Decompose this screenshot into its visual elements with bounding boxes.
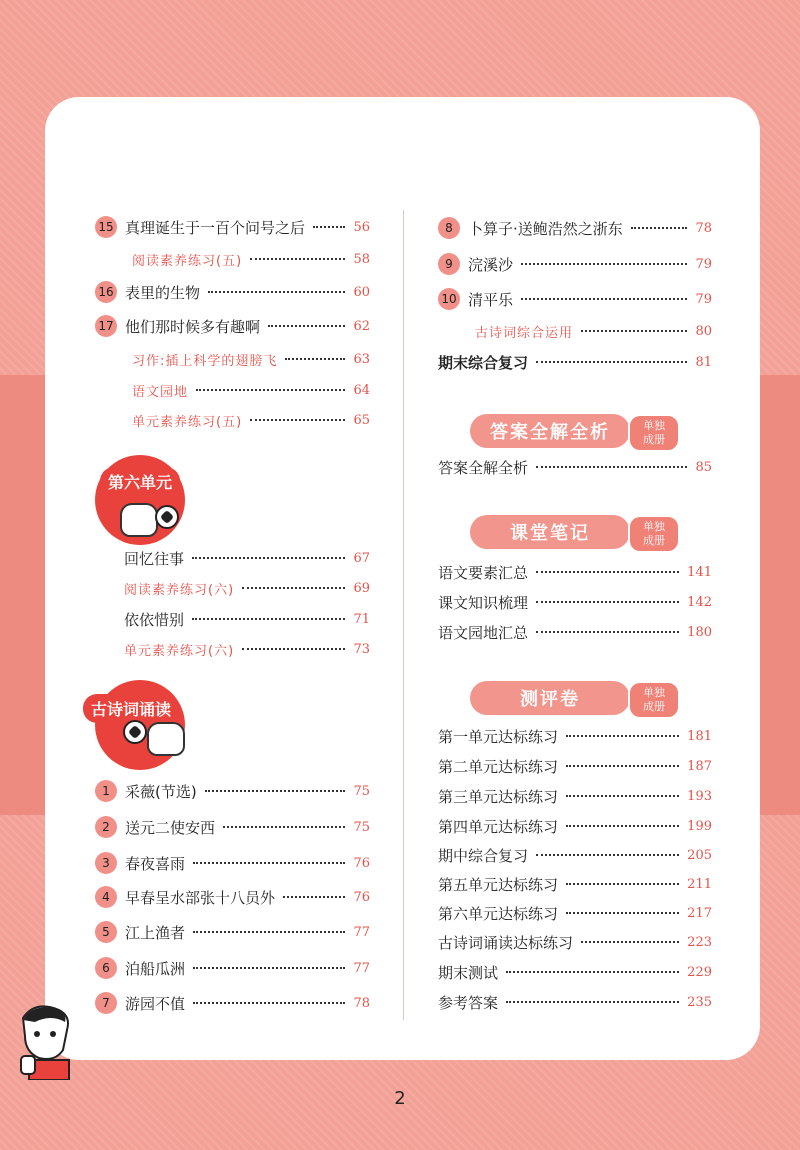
toc-title: 语文园地汇总: [438, 623, 529, 642]
column-divider: [403, 210, 404, 1020]
page-ref: 60: [353, 284, 370, 300]
lesson-number-badge: 7: [95, 992, 117, 1014]
dot-leader: [242, 587, 345, 589]
page-ref: 78: [353, 995, 370, 1011]
dot-leader: [193, 931, 345, 933]
dot-leader: [521, 298, 687, 300]
toc-title: 江上渔者: [125, 923, 186, 942]
dot-leader: [250, 258, 345, 260]
toc-title: 游园不值: [125, 994, 186, 1013]
toc-title: 语文要素汇总: [438, 563, 529, 582]
toc-row[interactable]: [95, 815, 370, 839]
page-ref: 65: [353, 412, 370, 428]
toc-row[interactable]: [475, 319, 712, 343]
dot-leader: [631, 227, 688, 229]
toc-title: 第五单元达标练习: [438, 875, 559, 894]
toc-title: 习作:插上科学的翅膀飞: [132, 353, 278, 369]
toc-title: 期末综合复习: [438, 353, 529, 372]
left-side-tab: [0, 375, 46, 815]
toc-title: 语文园地: [132, 384, 189, 400]
page-ref: 223: [687, 934, 712, 950]
page-ref: 80: [695, 323, 712, 339]
toc-row[interactable]: [438, 216, 712, 240]
dot-leader: [536, 631, 679, 633]
poems-label: 古诗词诵读: [83, 694, 179, 723]
toc-row[interactable]: [124, 576, 370, 600]
lesson-number-badge: 2: [95, 816, 117, 838]
dot-leader: [566, 765, 679, 767]
page-ref: 76: [353, 889, 370, 905]
dot-leader: [521, 263, 687, 265]
page-ref: 77: [353, 924, 370, 940]
toc-row[interactable]: [132, 378, 370, 402]
unit6-badge: [95, 455, 185, 545]
page-ref: 85: [695, 459, 712, 475]
page-ref: 141: [687, 564, 712, 580]
toc-title: 答案全解全析: [438, 458, 529, 477]
toc-title: 阅读素养练习(五): [132, 253, 243, 269]
dot-leader: [566, 735, 679, 737]
dot-leader: [242, 648, 345, 650]
dot-leader: [196, 389, 345, 391]
page-ref: 64: [353, 382, 370, 398]
page-ref: 229: [687, 964, 712, 980]
dinosaur-mascot-icon: [120, 503, 158, 537]
toc-title: 课文知识梳理: [438, 593, 529, 612]
toc-row[interactable]: [438, 252, 712, 276]
lesson-number-badge: 10: [438, 288, 460, 310]
toc-title: 早春呈水部张十八员外: [125, 888, 276, 907]
dot-leader: [285, 358, 345, 360]
toc-row[interactable]: [438, 620, 712, 644]
page-ref: 211: [687, 876, 712, 892]
toc-title: 真理诞生于一百个问号之后: [125, 218, 306, 237]
toc-title: 清平乐: [468, 290, 514, 309]
page-ref: 199: [687, 818, 712, 834]
dot-leader: [536, 601, 679, 603]
toc-title: 送元二使安西: [125, 818, 216, 837]
dot-leader: [313, 226, 345, 228]
page-ref: 67: [353, 550, 370, 566]
toc-row[interactable]: [438, 287, 712, 311]
tag-line: 单独: [643, 520, 665, 533]
dot-leader: [566, 883, 679, 885]
toc-row[interactable]: [438, 590, 712, 614]
page-ref: 81: [695, 354, 712, 370]
dot-leader: [506, 1001, 679, 1003]
toc-title: 单元素养练习(五): [132, 414, 243, 430]
toc-row[interactable]: [132, 347, 370, 371]
toc-row[interactable]: [95, 885, 370, 909]
page-ref: 79: [695, 256, 712, 272]
toc-title: 期中综合复习: [438, 846, 529, 865]
dot-leader: [581, 941, 679, 943]
page-ref: 187: [687, 758, 712, 774]
toc-title: 第三单元达标练习: [438, 787, 559, 806]
dot-leader: [192, 618, 345, 620]
toc-row[interactable]: [95, 851, 370, 875]
toc-title: 第四单元达标练习: [438, 817, 559, 836]
lesson-number-badge: 4: [95, 886, 117, 908]
toc-row[interactable]: [95, 280, 370, 304]
toc-row[interactable]: [438, 350, 712, 374]
page-ref: 69: [353, 580, 370, 596]
dot-leader: [283, 896, 345, 898]
dot-leader: [581, 330, 687, 332]
soccer-ball-icon: [123, 720, 147, 744]
toc-row[interactable]: [438, 814, 712, 838]
page-ref: 62: [353, 318, 370, 334]
dot-leader: [268, 325, 345, 327]
toc-row[interactable]: [132, 247, 370, 271]
toc-row[interactable]: [438, 754, 712, 778]
dot-leader: [566, 795, 679, 797]
tag-line: 成册: [643, 433, 665, 446]
toc-title: 他们那时候多有趣啊: [125, 317, 261, 336]
dot-leader: [223, 826, 345, 828]
section-header-pill: 答案全解全析: [470, 414, 630, 448]
page-ref: 73: [353, 641, 370, 657]
toc-title: 第二单元达标练习: [438, 757, 559, 776]
dot-leader: [193, 1002, 345, 1004]
toc-title: 第一单元达标练习: [438, 727, 559, 746]
toc-row[interactable]: [124, 546, 370, 570]
toc-title: 古诗词综合运用: [475, 325, 574, 341]
toc-title: 表里的生物: [125, 283, 201, 302]
section-header-pill: 测评卷: [470, 681, 630, 715]
toc-row[interactable]: [438, 784, 712, 808]
dot-leader: [208, 291, 345, 293]
page-ref: 180: [687, 624, 712, 640]
dot-leader: [205, 790, 346, 792]
toc-title: 依依惜别: [124, 610, 185, 629]
dot-leader: [193, 967, 345, 969]
page-ref: 75: [353, 783, 370, 799]
toc-title: 回忆往事: [124, 549, 185, 568]
toc-title: 卜算子·送鲍浩然之浙东: [468, 219, 623, 238]
toc-row[interactable]: [438, 960, 712, 984]
lesson-number-badge: 9: [438, 253, 460, 275]
toc-title: 古诗词诵读达标练习: [438, 933, 574, 952]
unit6-label: 第六单元: [100, 467, 180, 496]
toc-title: 采薇(节选): [125, 782, 197, 801]
toc-title: 春夜喜雨: [125, 854, 186, 873]
dot-leader: [192, 557, 345, 559]
dot-leader: [193, 862, 345, 864]
toc-title: 泊船瓜洲: [125, 959, 186, 978]
toc-row[interactable]: [438, 930, 712, 954]
separate-volume-tag: [628, 515, 680, 553]
dot-leader: [536, 571, 679, 573]
boy-cartoon-icon: [15, 1000, 77, 1080]
page-ref: 63: [353, 351, 370, 367]
page-ref: 76: [353, 855, 370, 871]
separate-volume-tag: [628, 414, 680, 452]
separate-volume-tag: [628, 681, 680, 719]
dot-leader: [536, 854, 679, 856]
page-ref: 58: [353, 251, 370, 267]
page-ref: 217: [687, 905, 712, 921]
dot-leader: [536, 361, 687, 363]
page-ref: 78: [695, 220, 712, 236]
toc-title: 期末测试: [438, 963, 499, 982]
toc-row[interactable]: [95, 779, 370, 803]
page-ref: 205: [687, 847, 712, 863]
section-header-pill: 课堂笔记: [470, 515, 630, 549]
dot-leader: [566, 912, 679, 914]
tag-line: 单独: [643, 686, 665, 699]
toc-title: 单元素养练习(六): [124, 643, 235, 659]
toc-row[interactable]: [438, 724, 712, 748]
toc-row[interactable]: [124, 637, 370, 661]
toc-row[interactable]: [95, 920, 370, 944]
dot-leader: [566, 825, 679, 827]
poems-badge: [91, 680, 185, 770]
toc-title: 第六单元达标练习: [438, 904, 559, 923]
toc-title: 参考答案: [438, 993, 499, 1012]
tag-line: 成册: [643, 534, 665, 547]
lesson-number-badge: 3: [95, 852, 117, 874]
page-ref: 79: [695, 291, 712, 307]
toc-row[interactable]: [438, 990, 712, 1014]
toc-title: 阅读素养练习(六): [124, 582, 235, 598]
toc-row[interactable]: [95, 215, 370, 239]
lesson-number-badge: 16: [95, 281, 117, 303]
toc-row[interactable]: [95, 956, 370, 980]
page-ref: 181: [687, 728, 712, 744]
page-ref: 77: [353, 960, 370, 976]
page-ref: 235: [687, 994, 712, 1010]
toc-row[interactable]: [95, 991, 370, 1015]
toc-row[interactable]: [95, 314, 370, 338]
toc-title: 浣溪沙: [468, 255, 514, 274]
toc-row[interactable]: [438, 843, 712, 867]
toc-row[interactable]: [132, 408, 370, 432]
toc-row[interactable]: [438, 560, 712, 584]
dot-leader: [506, 971, 679, 973]
lesson-number-badge: 6: [95, 957, 117, 979]
page-ref: 193: [687, 788, 712, 804]
lesson-number-badge: 8: [438, 217, 460, 239]
tag-line: 单独: [643, 419, 665, 432]
dinosaur-mascot-icon: [147, 722, 185, 756]
page-number: 2: [394, 1088, 406, 1109]
page-ref: 56: [353, 219, 370, 235]
page-ref: 71: [353, 611, 370, 627]
toc-row[interactable]: [438, 901, 712, 925]
lesson-number-badge: 15: [95, 216, 117, 238]
lesson-number-badge: 1: [95, 780, 117, 802]
right-side-tab: [760, 375, 800, 815]
page-ref: 75: [353, 819, 370, 835]
lesson-number-badge: 5: [95, 921, 117, 943]
dot-leader: [536, 466, 687, 468]
tag-line: 成册: [643, 700, 665, 713]
toc-row[interactable]: [124, 607, 370, 631]
dot-leader: [250, 419, 345, 421]
toc-row[interactable]: [438, 872, 712, 896]
lesson-number-badge: 17: [95, 315, 117, 337]
soccer-ball-icon: [155, 505, 179, 529]
toc-row[interactable]: [438, 455, 712, 479]
page-ref: 142: [687, 594, 712, 610]
